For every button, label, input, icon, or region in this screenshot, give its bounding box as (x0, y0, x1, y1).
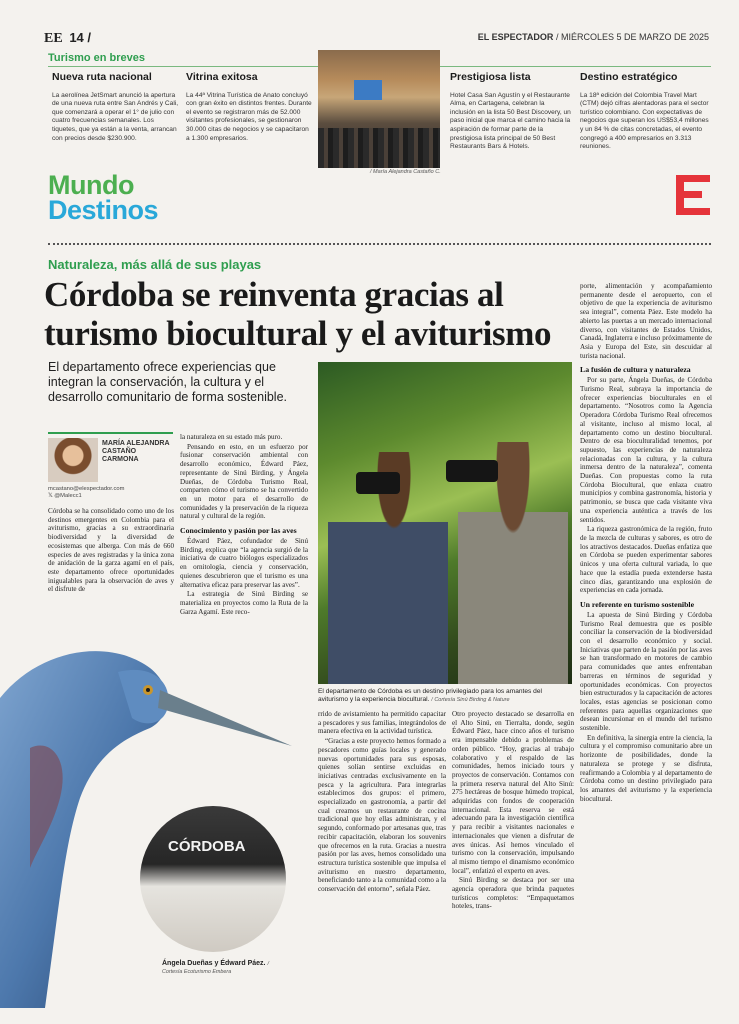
body-paragraph: “Gracias a este proyecto hemos formado a pescadores como guías locales y generado nuevas oportunidades para sus esposas, quienes solían sentirse excluidas en iniciativas centradas exclusivamente en la pesca y la agricultura. Para integrarlas establecimos dos grupos: el primero, especializado en gastronomía, a partir del cual creamos un restaurante de cocina tradicional que hoy ellas administran, y el segundo, conformado por artesanas que, tras recibir capacitación, elaboran los souvenirs que ofrecemos en la ruta. Gracias a nuestra pasión por las aves, hemos consolidado una estructura turística sostenible que impulsa el aviturismo en nuestro departamento, beneficiando tanto a la comunidad como a la conservación del entorno”, señala Páez. (318, 737, 446, 894)
article-col-3 (318, 710, 446, 895)
subhead: Un referente en turismo sostenible (580, 599, 695, 609)
agami-heron-icon (0, 628, 300, 1008)
cordoba-sign: CÓRDOBA (168, 838, 246, 855)
body-paragraph: Por su parte, Ángela Dueñas, de Córdoba Turismo Real, subraya la importancia de ofrecer experiencias bioculturales en el departamento. “Nosotros como la Agencia Operadora Córdoba Turismo Real ofrecemos al visitante, incluso al mismo local, al departamento como un destino biocultural. Dentro de esa bioculturalidad tenemos, por supuesto, las experiencias de naturaleza relacionadas con la cultura, y la cultura inmersa dentro de la naturaleza”, comenta Dueñas. Con propuestas como la ruta Córdoba Biocultural, que enlaza cuatro municipios y combina gastronomía, historia y patrimonio, se busca que cada visitante viva una experiencia auténtica a través de los sentidos. (580, 376, 712, 524)
body-paragraph: Córdoba se ha consolidado como uno de los destinos emergentes en Colombia para el aviturismo, gracias a su extraordinaria biodiversidad y la diversidad de ecosistemas que alberga. Con más de 660 especies de aves registradas y la única zona de anidación de la garza agamí en el país, este departamento ofrece oportunidades inigualables para la observación de aves y el disfrute de (48, 507, 174, 594)
body-paragraph: porte, alimentación y acompañamiento permanente desde el aeropuerto, con el objetivo de que la experiencia de aviturismo sea integral”, comenta Páez. Este modelo ha abierto las puertas a un mercado internacional diverso, con visitantes de Estados Unidos, Canadá, Inglaterra e incluso próximamente de Asia y Europa del Este, sin descuidar al turista nacional. (580, 282, 712, 360)
body-paragraph: La apuesta de Sinú Birding y Córdoba Turismo Real demuestra que es posible conciliar la conservación de la biodiversidad con el desarrollo económico y social. Iniciativas que parten de la pasión por las aves se han transformado en motores de cambio para comunidades que antes enfrentaban barreras en términos de seguridad y oportunidades económicas. Con proyectos bien estructurados y la capacitación de actores locales, estas agencias se posicionan como referentes para aquellas organizaciones que desean incursionar en el mundo del turismo sostenible. (580, 610, 712, 733)
fair-crowd-shape (318, 128, 440, 168)
body-paragraph: Otro proyecto destacado se desarrolla en el Alto Sinú, en Tierralta, donde, según Édward Páez, hace cinco años el turismo era impensable debido a problemas de orden público. “Hoy, gracias al trabajo colaborativo y el respaldo de las comunidades, hemos iniciado tours y proyectos de conservación. Contamos con la primera reserva natural del Alto Sinú: 275 hectáreas de bosque húmedo tropical, adquiridas con fondos de cooperación internacional. Esta reserva se está adecuando para la investigación científica y para recibir a visitantes nacionales e internacionales que vienen a disfrutar de aves únicas. Así hemos vinculado el turismo con la conservación, impulsando al mismo tiempo el dinamismo económico local”, enfatizó el experto en aves. (452, 710, 574, 875)
brief-4 (580, 72, 712, 152)
brief-text: Hotel Casa San Agustín y el Restaurante Alma, en Cartagena, celebran la inclusión en la lista 50 Best Discovery, un paso inicial que marca el camino hacia la aspiración de formar parte de la prestigiosa lista principal de 50 Best Restaurants Bars & Hotels. (450, 91, 571, 151)
article-col-1 (48, 507, 174, 595)
guides-portrait-photo (140, 806, 286, 952)
fair-screen-shape (354, 80, 382, 100)
brief-title: Vitrina exitosa (186, 71, 258, 83)
inset-photo-caption (162, 960, 282, 977)
section-divider (48, 243, 711, 249)
author-avatar (48, 438, 98, 482)
article-headline: Córdoba se reinventa gracias al turismo biocultural y el aviturismo (44, 275, 552, 353)
brief-text: La 44ª Vitrina Turística de Anato concluyó con gran éxito en distintos frentes. Durante el evento se registraron más de 52.000 visitantes profesionales, se gestionaron 30.000 citas de negocios y se capacitaron a 1.300 empresarios. (186, 91, 312, 142)
author-rule (48, 432, 173, 434)
caption-credit: / Cortesía Ecoturismo Embera (162, 961, 269, 976)
brief-text: La aerolínea JetSmart anunció la apertura de una nueva ruta entre San Andrés y Cali, que comenzará a operar el 1° de julio con cuatro frecuencias semanales. Los tiquetes, que ya están a la venta, arrancan con precios desde $230.900. (52, 91, 179, 142)
ee-mark: EE (44, 31, 63, 46)
issue-date: / MIÉRCOLES 5 DE MARZO DE 2025 (555, 32, 709, 42)
article-col-4 (452, 710, 574, 912)
section-title-destinos: Destinos (48, 195, 159, 225)
section-title-mundo: Mundo (48, 170, 134, 200)
page-number: EE 14 / (44, 30, 91, 46)
brief-photo-credit: / María Alejandra Castaño C. (370, 169, 441, 175)
body-paragraph: La estrategia de Sinú Birding se materializa en proyectos como la Ruta de la Garza Agamí. Este reco- (180, 590, 308, 616)
article-col-5 (580, 282, 712, 804)
ee-logo-icon (676, 175, 710, 215)
body-paragraph: La riqueza gastronómica de la región, fruto de la mezcla de culturas y sabores, es otro de los atractivos destacados. Dueñas enfatiza que en Córdoba se pueden experimentar sabores únicos y una oferta cultural variada, lo que hace que la estadía pueda extenderse hasta cinco días, garantizando una explosión de experiencias en cada jornada. (580, 525, 712, 595)
article-kicker: Naturaleza, más allá de sus playas (48, 257, 262, 272)
masthead (478, 32, 709, 42)
caption-credit: / Cortesía Sinú Birding & Nature (431, 697, 510, 703)
brief-2 (186, 72, 312, 143)
body-paragraph: la naturaleza en su estado más puro. (180, 433, 283, 441)
anato-fair-photo (318, 50, 440, 168)
brief-title: Nueva ruta nacional (52, 71, 152, 83)
body-paragraph: Édward Páez, cofundador de Sinú Birding, explica que “la agencia surgió de la iniciativa de cuatro biólogos especializados en ornitología, ciencia y conservación, quienes descubrieron que el turismo es una alternativa eficaz para preservar las aves”. (180, 537, 308, 589)
author-email: mcastano@elespectador.com (48, 486, 125, 492)
author-handle: 𝕏 @Malecc1 (48, 493, 82, 500)
main-photo-caption (318, 688, 573, 704)
caption-text: Ángela Dueñas y Édward Páez. (162, 960, 266, 967)
birdwatchers-photo (318, 362, 572, 684)
binoculars-icon (356, 472, 400, 494)
brief-3 (450, 72, 572, 152)
article-deck: El departamento ofrece experiencias que integran la conservación, la cultura y el desarrollo comunitario de forma sostenible. (48, 360, 288, 404)
brief-title: Destino estratégico (580, 71, 678, 83)
brief-1 (52, 72, 180, 143)
body-paragraph: Sinú Birding se destaca por ser una agencia operadora que brinda paquetes turísticos completos: “Empaquetamos hoteles, trans- (452, 876, 574, 911)
caption-text: El departamento de Córdoba es un destino privilegiado para los amantes del aviturismo y la experiencia biocultural. (318, 688, 542, 703)
author-name: MARÍA ALEJANDRA CASTAÑO CARMONA (102, 440, 170, 463)
binoculars-icon (446, 460, 498, 482)
body-paragraph: rrido de avistamiento ha permitido capacitar a pescadores y sus familias, integrándolos de manera efectiva en la actividad turística. (318, 710, 446, 736)
article-col-2 (180, 433, 308, 617)
briefs-section-label: Turismo en breves (48, 52, 145, 64)
subhead: La fusión de cultura y naturaleza (580, 365, 691, 375)
newspaper-name: EL ESPECTADOR (477, 32, 554, 42)
subhead: Conocimiento y pasión por las aves (180, 526, 297, 536)
body-paragraph: Pensando en esto, en un esfuerzo por fusionar conservación ambiental con desarrollo económico, Édward Páez, representante de Sinú Birding, y Ángela Dueñas, de Córdoba Turismo Real, comparten cómo el turismo se ha convertido en un motor para el desarrollo de comunidades y la preservación de la riqueza natural y cultural de la región. (180, 442, 308, 521)
brief-title: Prestigiosa lista (450, 71, 531, 83)
author-contact (48, 486, 124, 500)
brief-text: La 18ª edición del Colombia Travel Mart (CTM) dejó cifras alentadoras para el sector turístico colombiano. Con expectativas de negocios que superan los US$53,4 millones y un 84 % de citas concretadas, el evento congregó a 400 empresarios en 3.313 reuniones. (580, 91, 709, 151)
body-paragraph: En definitiva, la sinergia entre la ciencia, la cultura y el compromiso comunitario abre un horizonte de posibilidades, donde la naturaleza se protege y se disfruta, reafirmando a Colombia y al departamento de Córdoba como un destino privilegiado para los amantes del aviturismo y la experiencia biocultural. (580, 733, 712, 803)
